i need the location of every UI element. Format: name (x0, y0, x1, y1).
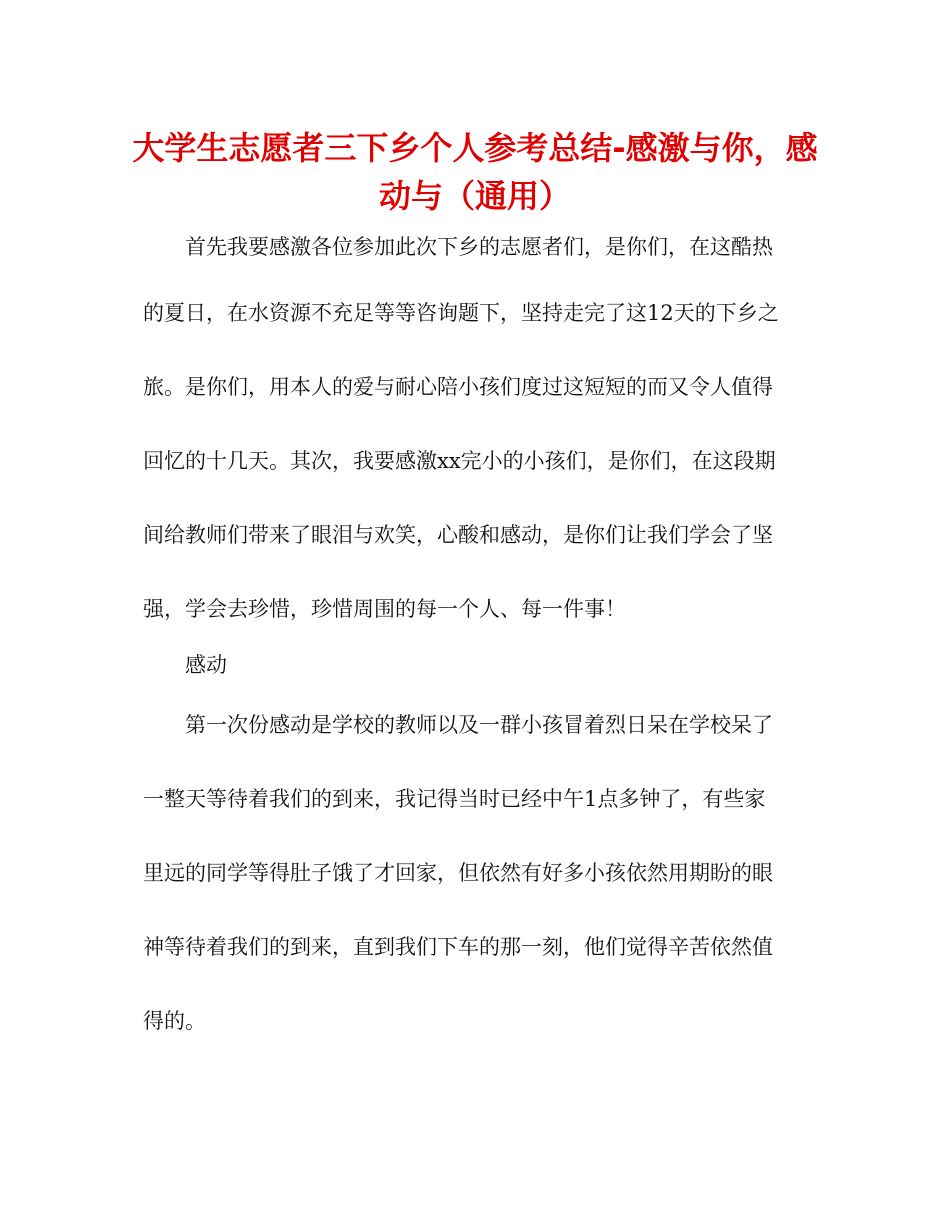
document-title-line-1: 大学生志愿者三下乡个人参考总结-感激与你，感 (132, 129, 818, 167)
paragraph-2-line-2: 一整天等待着我们的到来，我记得当时已经中午1点多钟了，有些家 (143, 787, 766, 811)
paragraph-1-line-1: 首先我要感激各位参加此次下乡的志愿者们，是你们，在这酷热 (185, 235, 773, 259)
paragraph-2-line-3: 里远的同学等得肚子饿了才回家，但依然有好多小孩依然用期盼的眼 (143, 861, 773, 885)
paragraph-1-line-4: 回忆的十几天。其次，我要感激xx完小的小孩们，是你们，在这段期 (143, 449, 776, 473)
section-heading: 感动 (185, 653, 227, 677)
paragraph-2-line-1: 第一次份感动是学校的教师以及一群小孩冒着烈日呆在学校呆了 (185, 713, 773, 737)
paragraph-2-line-5: 得的。 (143, 1009, 206, 1033)
paragraph-1-line-3: 旅。是你们，用本人的爱与耐心陪小孩们度过这短短的而又令人值得 (143, 375, 773, 399)
paragraph-1-line-5: 间给教师们带来了眼泪与欢笑，心酸和感动，是你们让我们学会了坚 (143, 523, 773, 547)
paragraph-1-line-6: 强，学会去珍惜，珍惜周围的每一个人、每一件事！ (143, 597, 626, 621)
paragraph-2-line-4: 神等待着我们的到来，直到我们下车的那一刻，他们觉得辛苦依然值 (143, 935, 773, 959)
document-title-line-2: 动与（通用） (378, 177, 571, 215)
paragraph-1-line-2: 的夏日，在水资源不充足等等咨询题下，坚持走完了这12天的下乡之 (143, 301, 779, 325)
